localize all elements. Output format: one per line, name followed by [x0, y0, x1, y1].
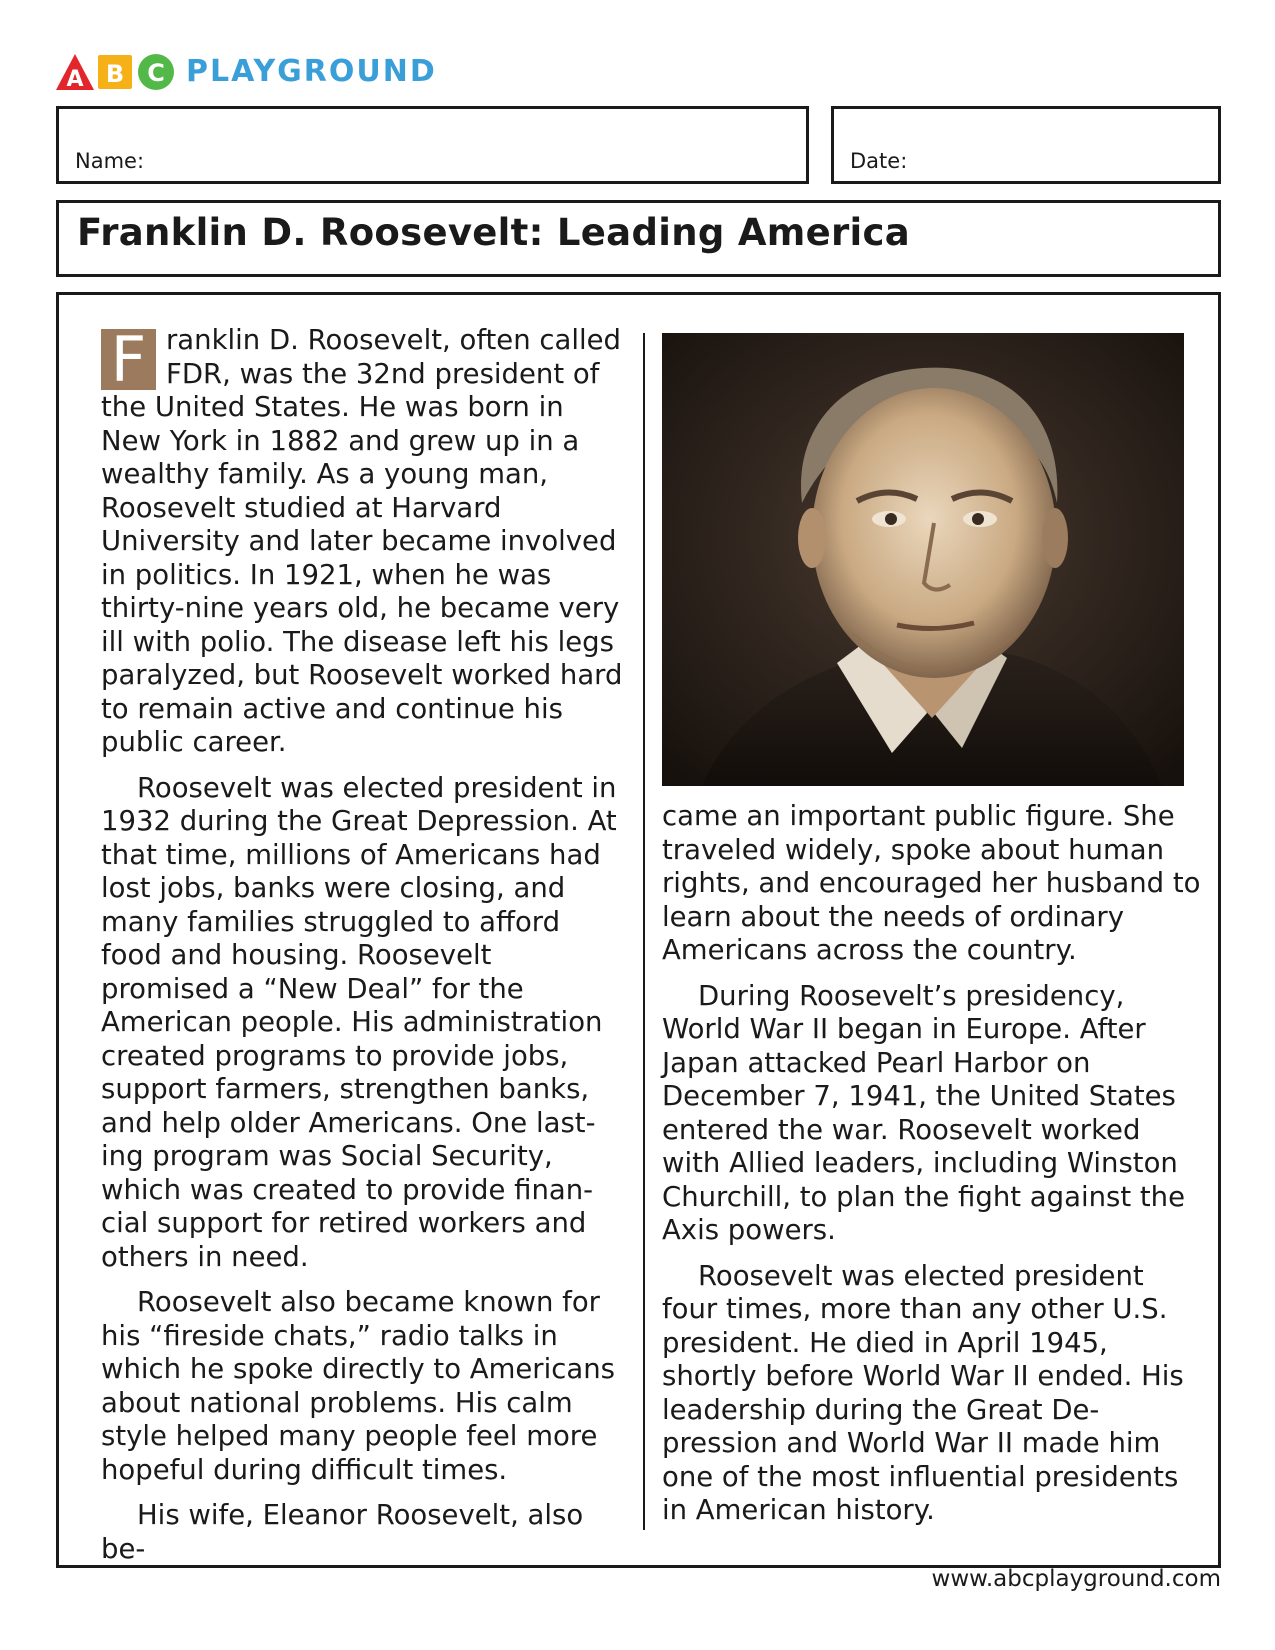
worksheet-title: Franklin D. Roosevelt: Leading America [77, 211, 911, 254]
name-field[interactable] [56, 106, 809, 184]
roosevelt-portrait [662, 333, 1184, 786]
paragraph-6: Roosevelt was elected president four times, more than any other U.S. president. He died in April 1945, shortly before World War II ended. His leadership during the Great Depression and World War II made him one of the most influential presidents in American history. [662, 1259, 1184, 1526]
drop-cap: F [101, 329, 156, 390]
article-right-column [662, 800, 1202, 1528]
paragraph-4-end: came an important public figure. She traveled widely, spoke about human rights, and encouraged her husband to learn about the needs of ordinary Americans across the country. [662, 800, 1201, 966]
date-field[interactable] [831, 106, 1221, 184]
paragraph-1 [101, 324, 624, 760]
logo-wordmark: PLAYGROUND [186, 54, 437, 89]
abc-logo-icon [54, 52, 180, 92]
portrait-photo-icon [662, 333, 1184, 786]
article-left-column [101, 324, 624, 1566]
name-label: Name: [75, 149, 145, 173]
column-divider [643, 333, 645, 1530]
title-box [56, 200, 1221, 277]
logo-letter-c: C [147, 59, 165, 87]
date-label: Date: [850, 149, 908, 173]
logo-letter-a: A [66, 67, 84, 92]
paragraph-3: Roosevelt also became known for his “fireside chats,” radio talks in which he spoke directly to Americans about national problems. His calm style helped many people feel more hopeful during difficult times. [101, 1286, 615, 1486]
paragraph-5: During Roosevelt’s presidency, World War II began in Europe. After Japan attacked Pearl Harbor on December 7, 1941, the United States entered the war. Roosevelt worked with Allied leaders, including Winston Churchill, to plan the fight against the Axis powers. [662, 979, 1185, 1246]
footer-url[interactable]: www.abcplayground.com [931, 1566, 1221, 1592]
paragraph-2: Roosevelt was elected president in 1932 during the Great Depression. At that time, millions of Americans had lost jobs, banks were closing, and many families struggled to afford food and housing. Roosevelt promised a “New Deal” for the American people. His administration created programs to provide jobs, support farmers, strengthen banks, and help older Americans. One lasting program was Social Security, which was created to provide financial support for retired workers and others in need. [101, 771, 617, 1273]
paragraph-4-start: His wife, Eleanor Roosevelt, also be- [101, 1499, 584, 1565]
logo-letter-b: B [105, 60, 125, 88]
brand-logo [54, 52, 437, 92]
paragraph-1-text: ranklin D. Roosevelt, often called FDR, was the 32nd president of the United States. He was born in New York in 1882 and grew up in a wealthy family. As a young man, Roosevelt studied at Harvard University and later became involved in politics. In 1921, when he was thirty-nine years old, he became very ill with polio. The disease left his legs paralyzed, but Roosevelt worked hard to remain active and continue his public career. [101, 324, 623, 758]
